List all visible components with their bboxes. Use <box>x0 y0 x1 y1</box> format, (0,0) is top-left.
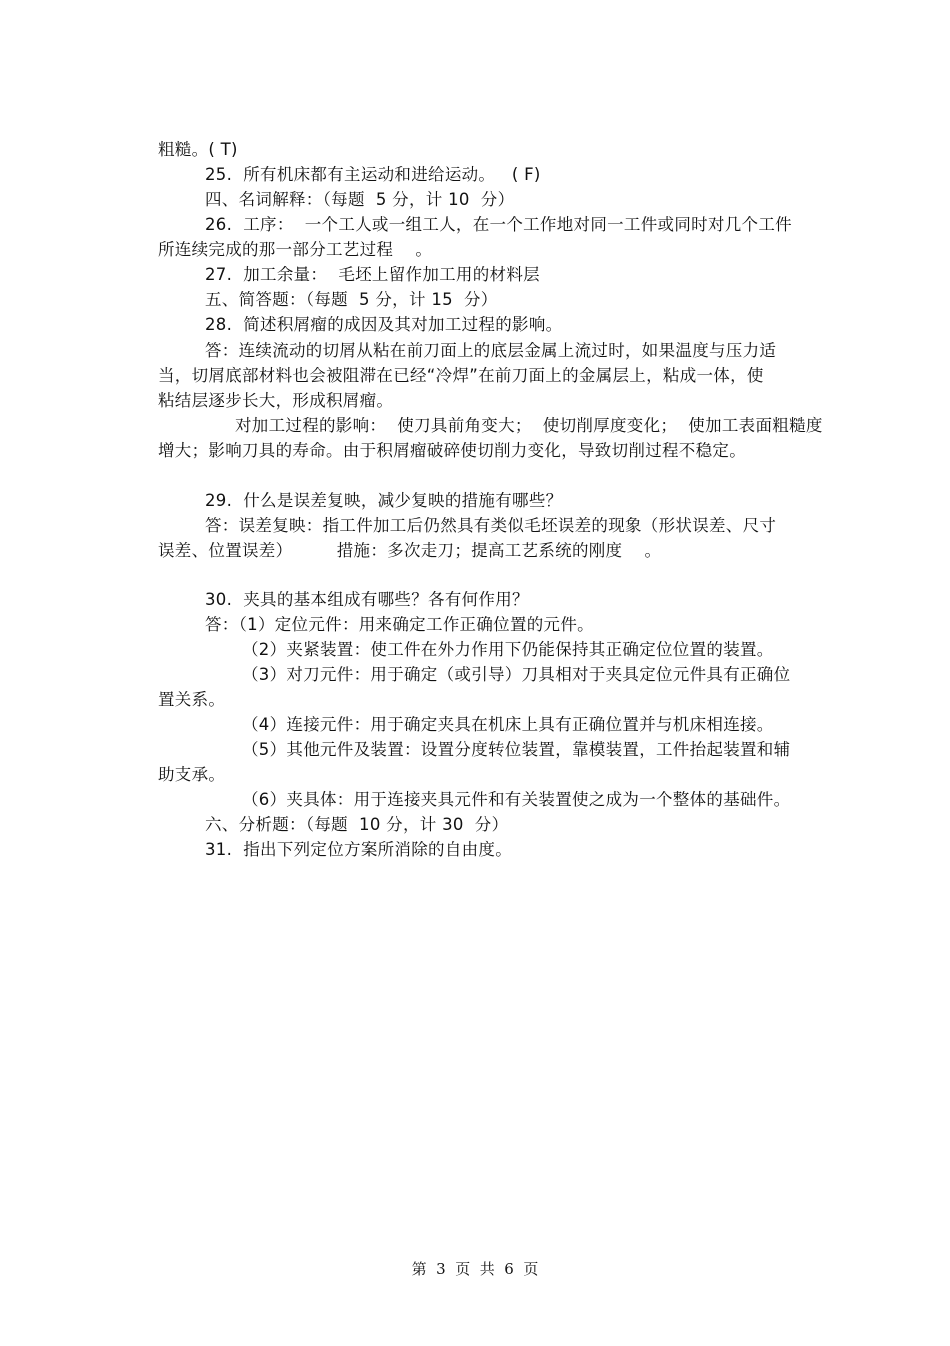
question-line: 31. 指出下列定位方案所消除的自由度。 <box>205 840 513 859</box>
answer-line: （3）对刀元件：用于确定（或引导）刀具相对于夹具定位元件具有正确位 <box>242 665 791 684</box>
section-heading: 五、简答题：（每题 5 分，计 15 分） <box>205 290 498 309</box>
text-line: 26. 工序： 一个工人或一组工人，在一个工作地对同一工件或同时对几个工件 <box>205 215 792 234</box>
answer-line: 答：误差复映：指工件加工后仍然具有类似毛坯误差的现象（形状误差、尺寸 <box>205 516 777 535</box>
text-line: 粗糙。( T) <box>158 140 238 159</box>
section-heading: 六、分析题：（每题 10 分，计 30 分） <box>205 815 509 834</box>
answer-line: 误差、位置误差） 措施：多次走刀；提高工艺系统的刚度 。 <box>158 541 662 560</box>
answer-line: 答：（1）定位元件：用来确定工作正确位置的元件。 <box>205 615 594 634</box>
question-line: 30. 夹具的基本组成有哪些？各有何作用？ <box>205 590 529 609</box>
text-line: 27. 加工余量： 毛坯上留作加工用的材料层 <box>205 265 540 284</box>
answer-line: （4）连接元件：用于确定夹具在机床上具有正确位置并与机床相连接。 <box>242 715 774 734</box>
text-line: 所连续完成的那一部分工艺过程 。 <box>158 240 433 259</box>
question-line: 29. 什么是误差复映，减少复映的措施有哪些？ <box>205 491 563 510</box>
answer-line: 增大；影响刀具的寿命。由于积屑瘤破碎使切削力变化，导致切削过程不稳定。 <box>158 441 746 460</box>
text-line: 25. 所有机床都有主运动和进给运动。 ( F) <box>205 165 541 184</box>
answer-line: （5）其他元件及装置：设置分度转位装置，靠模装置，工件抬起装置和辅 <box>242 740 791 759</box>
question-line: 28. 简述积屑瘤的成因及其对加工过程的影响。 <box>205 315 563 334</box>
answer-line: 助支承。 <box>158 765 226 784</box>
page-number-footer: 第 3 页 共 6 页 <box>411 1260 539 1278</box>
answer-line: （6）夹具体：用于连接夹具元件和有关装置使之成为一个整体的基础件。 <box>242 790 791 809</box>
section-heading: 四、名词解释：（每题 5 分，计 10 分） <box>205 190 515 209</box>
answer-line: 当，切屑底部材料也会被阻滞在已经“冷焊”在前刀面上的金属层上，粘成一体，使 <box>158 366 764 385</box>
answer-line: 粘结层逐步长大，形成积屑瘤。 <box>158 391 394 410</box>
answer-line: （2）夹紧装置：使工件在外力作用下仍能保持其正确定位位置的装置。 <box>242 640 774 659</box>
answer-line: 置关系。 <box>158 690 226 709</box>
answer-line: 对加工过程的影响： 使刀具前角变大； 使切削厚度变化； 使加工表面粗糙度 <box>235 416 823 435</box>
answer-line: 答：连续流动的切屑从粘在前刀面上的底层金属上流过时，如果温度与压力适 <box>205 341 777 360</box>
